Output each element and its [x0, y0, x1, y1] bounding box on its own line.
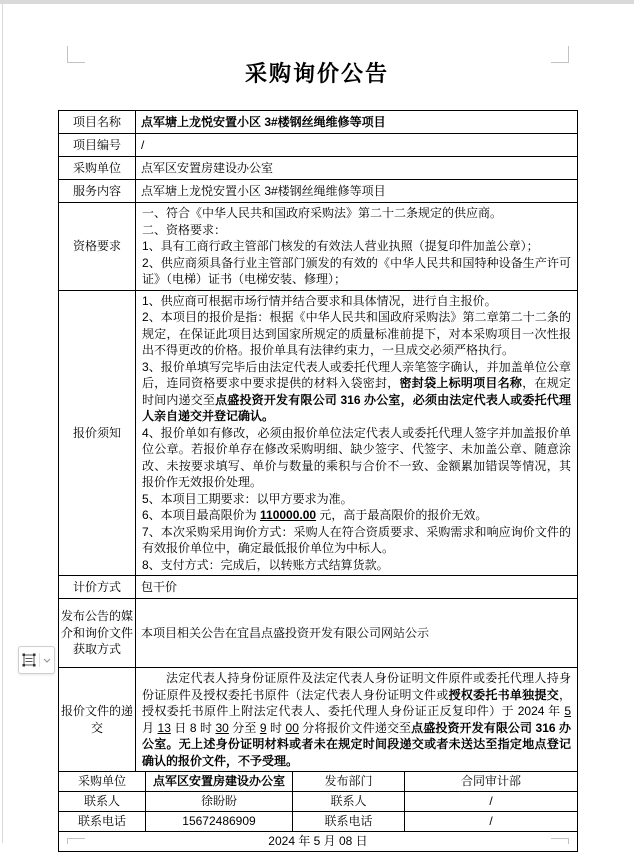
- announcement-date: 2024 年 5 月 08 日: [59, 832, 578, 852]
- contact-phone-value: 15672486909: [146, 812, 293, 832]
- service-label: 服务内容: [59, 180, 136, 203]
- pricing-value: 包干价: [136, 576, 578, 599]
- contact-person2-label: 联系人: [293, 792, 405, 812]
- media-label: 发布公告的媒介和询价文件获取方式: [59, 599, 136, 668]
- table-row: [59, 180, 578, 203]
- table-row: [59, 203, 578, 291]
- announcement-table-area: [58, 110, 577, 852]
- contact-phone-label: 联系电话: [59, 812, 146, 832]
- purchaser-label: 采购单位: [59, 157, 136, 180]
- table-row: [59, 812, 578, 832]
- table-row: [59, 111, 578, 134]
- pricing-label: 计价方式: [59, 576, 136, 599]
- table-row: [59, 576, 578, 599]
- contact-table: [58, 771, 578, 852]
- table-row: [59, 599, 578, 668]
- contact-phone2-value: /: [405, 812, 578, 832]
- purchaser-unit-value: 点军区安置房建设办公室: [146, 772, 293, 792]
- page-top-edge: [0, 0, 634, 4]
- delivery-value: 法定代表人持身份证原件及法定代表人身份证明文件原件或委托代理人持身份证原件及授权委托书原件（法定代表人身份证明文件或授权委托书单独提交，授权委托书原件上附法定代表人、委托代理人身份证正反复印件）于 2024 年 5 月 13 日 8 时 30 分至 9 时 00 分将报价文件递交至点盛投资开发有限公司 316 办公室。无上述身份证明材料或者未在规定时间段递交或者未送达至指定地点登记确认的报价文件，不予受理。: [136, 668, 578, 772]
- contact-phone2-label: 联系电话: [293, 812, 405, 832]
- table-row: [59, 832, 578, 852]
- service-value: 点军塘上龙悦安置小区 3#楼钢丝绳维修等项目: [136, 180, 578, 203]
- media-value: 本项目相关公告在宜昌点盛投资开发有限公司网站公示: [136, 599, 578, 668]
- chevron-down-icon[interactable]: [43, 657, 51, 664]
- project-no-value: /: [136, 134, 578, 157]
- table-row: [59, 157, 578, 180]
- project-name-value: 点军塘上龙悦安置小区 3#楼钢丝绳维修等项目: [136, 111, 578, 134]
- procurement-table: [58, 110, 578, 772]
- button-divider: [39, 653, 40, 667]
- publish-dept-value: 合同审计部: [405, 772, 578, 792]
- qualification-label: 资格要求: [59, 203, 136, 291]
- delivery-label: 报价文件的递交: [59, 668, 136, 772]
- publish-dept-label: 发布部门: [293, 772, 405, 792]
- project-no-label: 项目编号: [59, 134, 136, 157]
- purchaser-unit-label: 采购单位: [59, 772, 146, 792]
- table-row: [59, 290, 578, 576]
- table-row: [59, 772, 578, 792]
- notice-label: 报价须知: [59, 290, 136, 576]
- table-select-icon: [22, 653, 36, 667]
- contact-person-label: 联系人: [59, 792, 146, 812]
- qualification-value: 一、符合《中华人民共和国政府采购法》第二十二条规定的供应商。 二、资格要求： 1、具有工商行政主管部门核发的有效法人营业执照（提复印件加盖公章）； 2、供应商须具备行业主管部门颁发的有效的《中华人民共和国特种设备生产许可证》（电梯）证书（电梯安装、修理）；: [136, 203, 578, 291]
- contact-person-value: 徐盼盼: [146, 792, 293, 812]
- project-name-label: 项目名称: [59, 111, 136, 134]
- contact-person2-value: /: [405, 792, 578, 812]
- notice-value: 1、供应商可根据市场行情并结合要求和具体情况，进行自主报价。 2、本项目的报价是指：根据《中华人民共和国政府采购法》第二章第二十二条的规定，在保证此项目达到国家所规定的质量标准前提下，对本采购项目一次性报出不得更改的价格。报价单具有法律约束力，一旦成交必须严格执行。 3、报价单填写完毕后由法定代表人或委托代理人亲笔签字确认，并加盖单位公章后，连同资格要求中要求提供的材料入袋密封，密封袋上标明项目名称，在规定时间内递交至点盛投资开发有限公司 316 办公室，必须由法定代表人或委托代理人亲自递交并登记确认。 4、报价单如有修改，必须由报价单位法定代表人或委托代理人签字并加盖报价单位公章。若报价单存在修改采购明细、缺少签字、代签字、未加盖公章、随意涂改、未按要求填写、单价与数量的乘积与合价不一致、金额累加错误等情况，其报价作无效报价处理。 5、本项目工期要求：以甲方要求为准。 6、本项目最高限价为 110000.00 元，高于最高限价的报价无效。 7、本次采购采用询价方式：采购人在符合资质要求、采购需求和响应询价文件的有效报价单位中，确定最低报价单位为中标人。 8、支付方式：完成后，以转账方式结算货款。: [136, 290, 578, 576]
- table-tools-button[interactable]: [18, 646, 55, 674]
- page-title: 采购询价公告: [244, 61, 389, 86]
- page-left-edge: [2, 4, 3, 843]
- purchaser-value: 点军区安置房建设办公室: [136, 157, 578, 180]
- table-row: [59, 668, 578, 772]
- table-row: [59, 134, 578, 157]
- table-row: [59, 792, 578, 812]
